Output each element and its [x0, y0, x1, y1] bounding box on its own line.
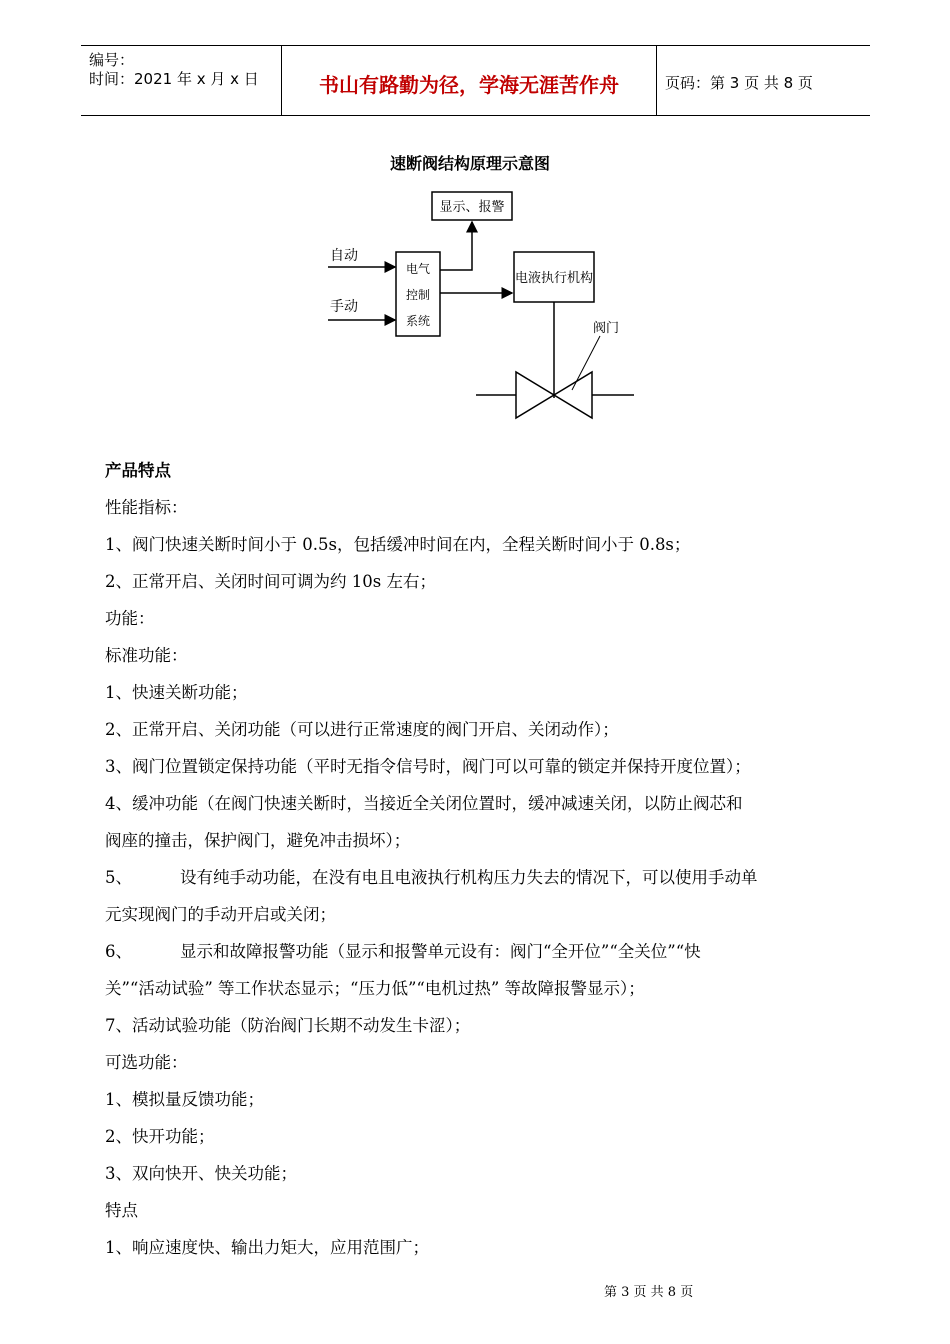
- std-item-2: 2、正常开启、关闭功能（可以进行正常速度的阀门开启、关闭动作）；: [105, 720, 619, 739]
- diagram-title: 速断阀结构原理示意图: [389, 154, 551, 173]
- standard-function-title: 标准功能：: [105, 646, 188, 665]
- control-to-display-arrow: [440, 222, 472, 270]
- doc-number-label: 编号：: [89, 51, 135, 69]
- function-title: 功能：: [105, 609, 155, 628]
- std-item-5-number: 5、: [105, 868, 132, 887]
- page-footer: 第 3 页 共 8 页: [604, 1285, 694, 1300]
- doc-time-label: 时间：2021 年 x 月 x 日: [89, 70, 259, 88]
- control-box-line-2: 控制: [405, 288, 431, 302]
- opt-item-3: 3、双向快开、快关功能；: [105, 1164, 297, 1183]
- std-item-4-line-2: 阀座的撞击，保护阀门，避免冲击损坏）；: [105, 831, 411, 850]
- page-header: [81, 45, 870, 116]
- control-box-line-1: 电气: [405, 262, 431, 276]
- std-item-6-number: 6、: [105, 942, 132, 961]
- std-item-6-line-1: [105, 933, 865, 970]
- std-item-6-text: 显示和故障报警功能（显示和报警单元设有：阀门“全开位”“全关位”“快: [180, 942, 701, 961]
- valve-symbol-right: [554, 372, 592, 418]
- std-item-6-line-2: 关”“活动试验” 等工作状态显示；“压力低”“电机过热” 等故障报警显示）；: [105, 979, 645, 998]
- std-item-7: 7、活动试验功能（防治阀门长期不动发生卡涩）；: [105, 1016, 471, 1035]
- opt-item-1: 1、模拟量反馈功能；: [105, 1090, 264, 1109]
- perf-title: 性能指标：: [105, 498, 188, 517]
- control-box-line-3: 系统: [405, 314, 431, 328]
- std-item-1: 1、快速关断功能；: [105, 683, 248, 702]
- std-item-5-line-2: 元实现阀门的手动开启或关闭；: [105, 905, 336, 924]
- valve-structure-diagram: [300, 140, 660, 440]
- valve-symbol-left: [516, 372, 554, 418]
- header-page-info: 页码：第 3 页 共 8 页: [665, 74, 813, 92]
- section-heading: 产品特点: [105, 461, 171, 480]
- valve-label: 阀门: [593, 321, 620, 336]
- manual-label: 手动: [330, 299, 358, 315]
- header-motto: 书山有路勤为径，学海无涯苦作舟: [319, 73, 619, 97]
- feature-item-1: 1、响应速度快、输出力矩大，应用范围广；: [105, 1238, 429, 1257]
- header-meta-cell: [81, 46, 281, 115]
- header-motto-cell: [281, 46, 657, 115]
- auto-label: 自动: [330, 248, 358, 264]
- std-item-5-line-1: [105, 859, 865, 896]
- std-item-5-text: 设有纯手动功能，在没有电且电液执行机构压力失去的情况下，可以使用手动单: [180, 868, 758, 887]
- actuator-label: 电液执行机构: [514, 271, 594, 286]
- perf-item-2: 2、正常开启、关闭时间可调为约 10s 左右；: [105, 572, 436, 591]
- document-body: [105, 452, 865, 1266]
- optional-function-title: 可选功能：: [105, 1053, 188, 1072]
- std-item-4-line-1: 4、缓冲功能（在阀门快速关断时，当接近全关闭位置时，缓冲减速关闭，以防止阀芯和: [105, 794, 743, 813]
- display-alarm-label: 显示、报警: [439, 200, 505, 215]
- features-title: 特点: [105, 1201, 138, 1220]
- header-page-cell: [656, 46, 870, 115]
- opt-item-2: 2、快开功能；: [105, 1127, 215, 1146]
- perf-item-1: 1、阀门快速关断时间小于 0.5s，包括缓冲时间在内，全程关断时间小于 0.8s；: [105, 535, 691, 554]
- std-item-3: 3、阀门位置锁定保持功能（平时无指令信号时，阀门可以可靠的锁定并保持开度位置）；: [105, 757, 751, 776]
